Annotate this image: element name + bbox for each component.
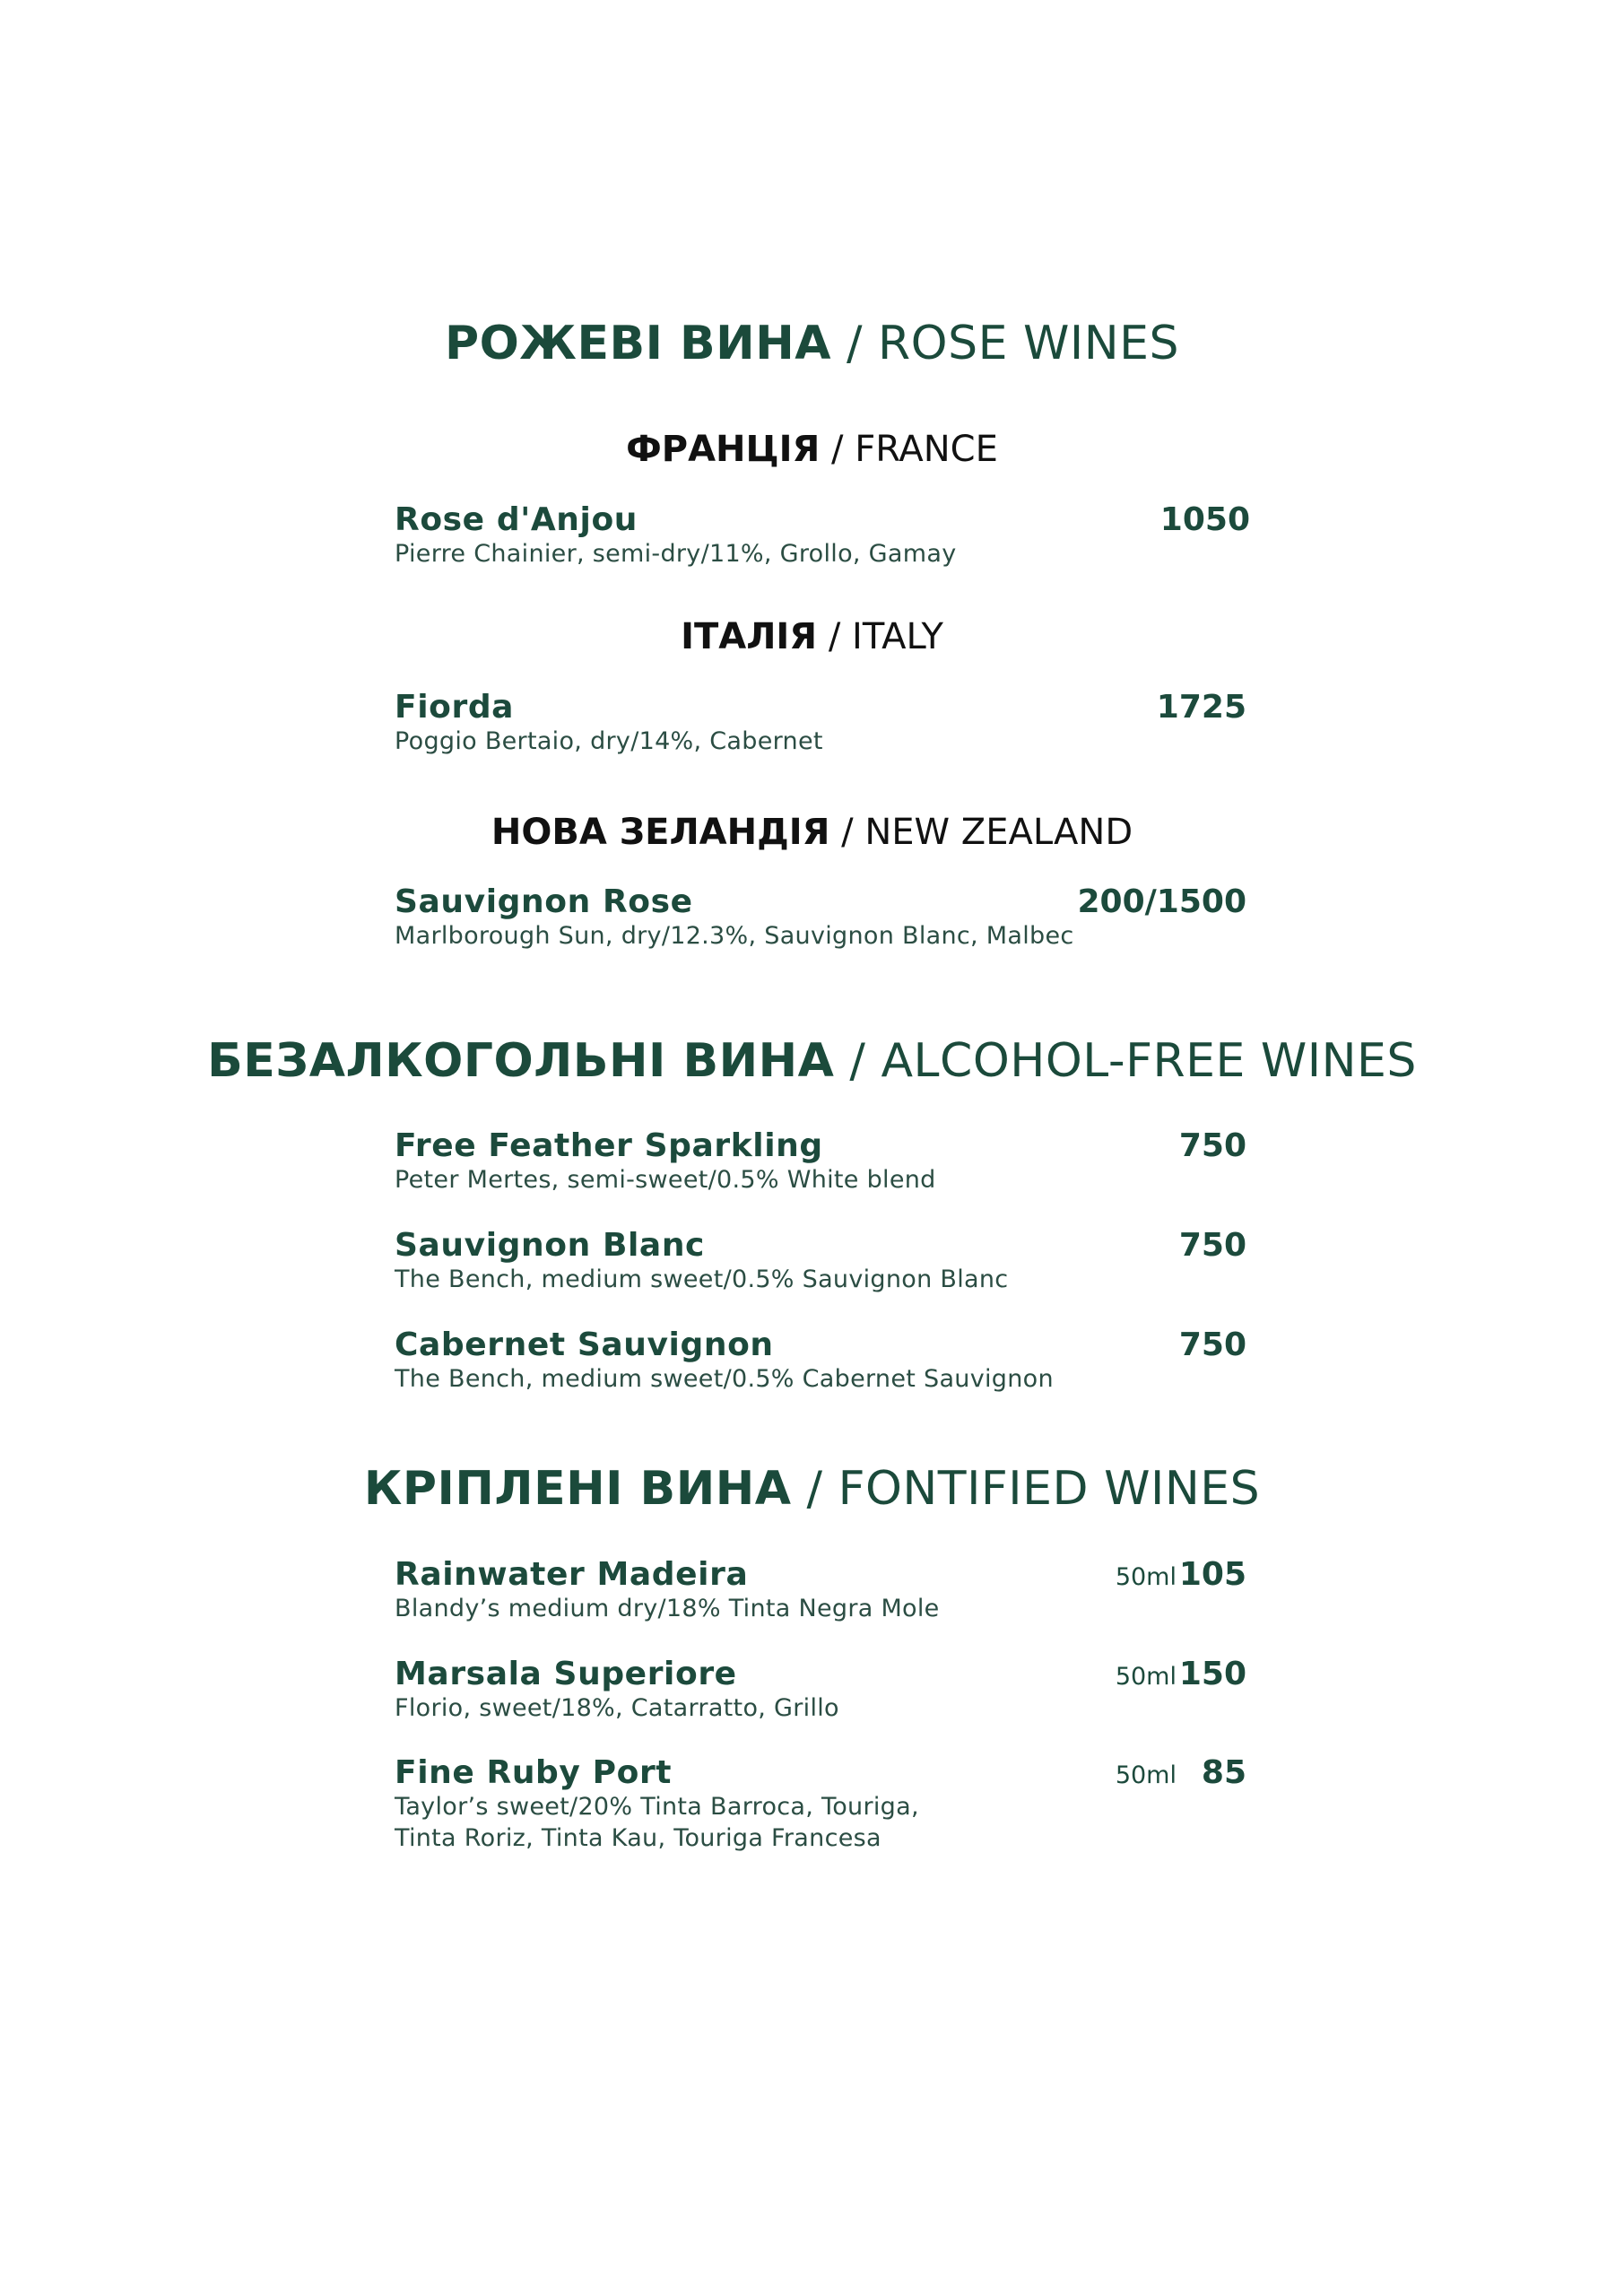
item-description: Pierre Chainier, semi-dry/11%, Grollo, Gamay [395,540,957,568]
country-title-en: NEW ZEALAND [864,812,1133,853]
item-price: 150 [1178,1656,1246,1692]
section-title-ua: БЕЗАЛКОГОЛЬНІ ВИНА [207,1034,835,1088]
section-title-en: ALCOHOL-FREE WINES [881,1034,1417,1088]
section-title-separator: / [791,1462,838,1516]
country-title-ua: НОВА ЗЕЛАНДІЯ [491,812,830,853]
item-name: Sauvignon Blanc [395,1227,705,1264]
item-name: Sauvignon Rose [395,883,693,920]
item-name: Rose d'Anjou [395,501,638,538]
item-description: The Bench, medium sweet/0.5% Sauvignon Blanc [395,1265,1009,1293]
menu-item-free-feather-sparkling [395,1128,1246,1196]
item-name: Cabernet Sauvignon [395,1326,774,1363]
section-title-rose-wines [0,317,1624,370]
menu-item-sauvignon-blanc [395,1228,1246,1295]
item-description-line-2: Tinta Roriz, Tinta Kau, Touriga Francesa [395,1824,881,1852]
section-title-en: ROSE WINES [878,317,1180,370]
menu-item-cabernet-sauvignon [395,1327,1246,1395]
country-title-separator: / [829,812,865,853]
item-description: Peter Mertes, semi-sweet/0.5% White blend [395,1166,936,1194]
item-price: 105 [1178,1556,1246,1593]
country-title-en: FRANCE [855,429,998,470]
item-description: Poggio Bertaio, dry/14%, Cabernet [395,727,823,755]
country-title-ua: ФРАНЦІЯ [626,429,821,470]
item-description: Marlborough Sun, dry/12.3%, Sauvignon Blanc, Malbec [395,922,1074,950]
item-price: 1725 [1156,689,1246,726]
section-title-fortified-wines [0,1462,1624,1516]
menu-item-sauvignon-rose [395,884,1246,952]
item-name: Fine Ruby Port [395,1754,673,1791]
country-title-separator: / [817,616,853,657]
country-title-separator: / [820,429,855,470]
section-title-separator: / [830,317,879,370]
menu-item-rainwater-madeira [395,1557,1246,1624]
item-price: 1050 [1159,501,1250,538]
menu-item-fine-ruby-port [395,1755,1246,1854]
country-title-new-zealand [0,812,1624,853]
country-title-italy [0,616,1624,657]
item-volume: 50ml [1115,1663,1177,1691]
item-name: Free Feather Sparkling [395,1127,823,1164]
item-name: Fiorda [395,689,515,726]
section-title-separator: / [834,1034,881,1088]
item-price: 750 [1178,1227,1246,1264]
item-description: Blandy’s medium dry/18% Tinta Negra Mole [395,1595,940,1622]
section-title-en: FONTIFIED WINES [838,1462,1261,1516]
item-description: Florio, sweet/18%, Catarratto, Grillo [395,1694,839,1722]
menu-item-marsala-superiore [395,1657,1246,1724]
menu-item-fiorda [395,690,1246,757]
item-description: Taylor’s sweet/20% Tinta Barroca, Touriga, [395,1793,919,1821]
item-volume: 50ml [1115,1761,1177,1789]
section-title-ua: КРІПЛЕНІ ВИНА [363,1462,792,1516]
section-title-alcohol-free-wines [0,1034,1624,1088]
item-price: 750 [1178,1127,1246,1164]
item-name: Rainwater Madeira [395,1556,749,1593]
item-description: The Bench, medium sweet/0.5% Cabernet Sauvignon [395,1365,1054,1393]
item-price: 85 [1201,1754,1246,1791]
item-price: 200/1500 [1077,883,1246,920]
item-volume: 50ml [1115,1563,1177,1591]
item-price: 750 [1178,1326,1246,1363]
country-title-ua: ІТАЛІЯ [681,616,818,657]
menu-item-rose-danjou [395,501,1250,570]
country-title-france [0,429,1624,470]
country-title-en: ITALY [852,616,943,657]
item-name: Marsala Superiore [395,1656,737,1692]
section-title-ua: РОЖЕВІ ВИНА [444,317,831,370]
